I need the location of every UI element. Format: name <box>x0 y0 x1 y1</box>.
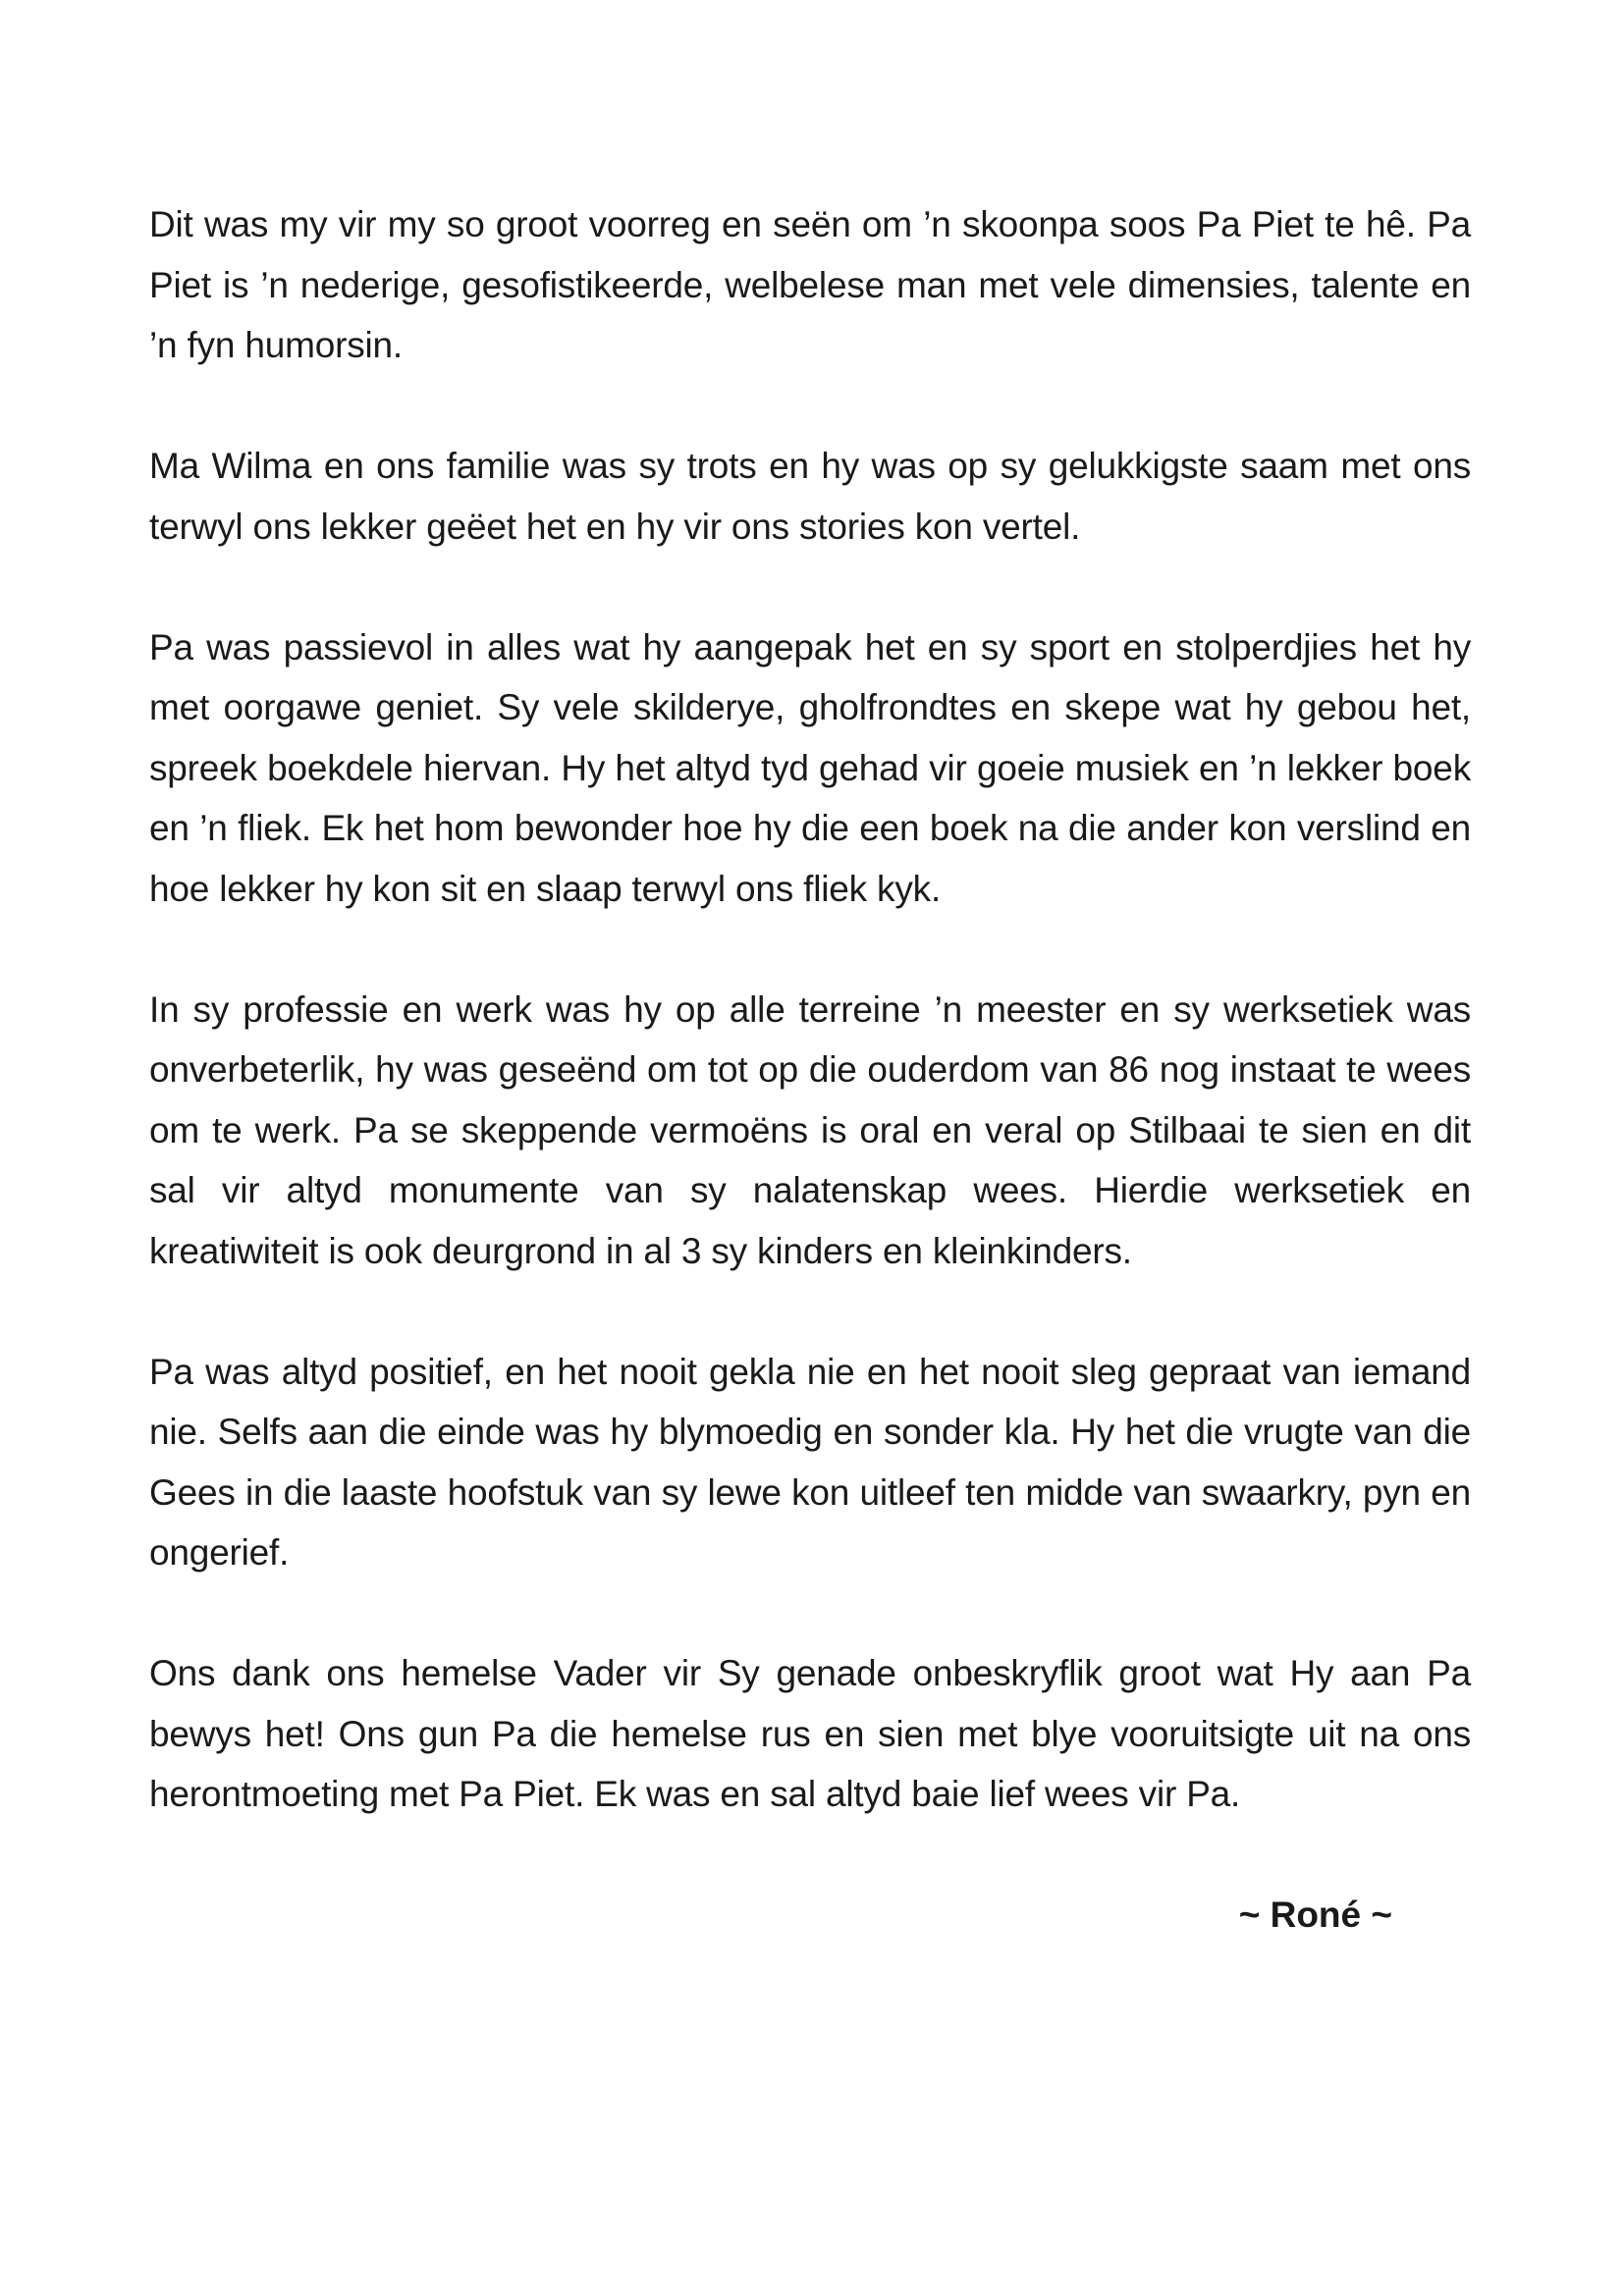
paragraph-3: Pa was passievol in alles wat hy aangepak het en sy sport en stolperdjies het hy met oorgawe geniet. Sy vele skilderye, gholfrondtes en skepe wat hy gebou het, spreek boekdele hiervan. Hy het altyd tyd gehad vir goeie musiek en ’n lekker boek en ’n fliek. Ek het hom bewonder hoe hy die een boek na die ander kon verslind en hoe lekker hy kon sit en slaap terwyl ons fliek kyk. <box>149 626 1471 909</box>
paragraph-6: Ons dank ons hemelse Vader vir Sy genade onbeskryflik groot wat Hy aan Pa bewys het! Ons gun Pa die hemelse rus en sien met blye vooruitsigte uit na ons herontmoeting met Pa Piet. Ek was en sal altyd baie lief wees vir Pa. <box>149 1653 1471 1814</box>
paragraph-5: Pa was altyd positief, en het nooit gekla nie en het nooit sleg gepraat van iemand nie. Selfs aan die einde was hy blymoedig en sonder kla. Hy het die vrugte van die Gees in die laaste hoofstuk van sy lewe kon uitleef ten midde van swaarkry, pyn en ongerief. <box>149 1351 1471 1573</box>
paragraph-2: Ma Wilma en ons familie was sy trots en hy was op sy gelukkigste saam met ons terwyl ons lekker geëet het en hy vir ons stories kon vertel. <box>149 446 1471 547</box>
paragraph-1: Dit was my vir my so groot voorreg en seën om ’n skoonpa soos Pa Piet te hê. Pa Piet is ’n nederige, gesofistikeerde, welbelese man met vele dimensies, talente en ’n fyn humorsin. <box>149 204 1471 365</box>
signature: ~ Roné ~ <box>1238 1895 1392 1935</box>
tribute-text <box>149 194 1471 1885</box>
paragraph-4: In sy professie en werk was hy op alle terreine ’n meester en sy werksetiek was onverbeterlik, hy was geseënd om tot op die ouderdom van 86 nog instaat te wees om te werk. Pa se skeppende vermoëns is oral en veral op Stilbaai te sien en dit sal vir altyd monumente van sy nalatenskap wees. Hierdie werksetiek en kreatiwiteit is ook deurgrond in al 3 sy kinders en kleinkinders. <box>149 988 1471 1271</box>
